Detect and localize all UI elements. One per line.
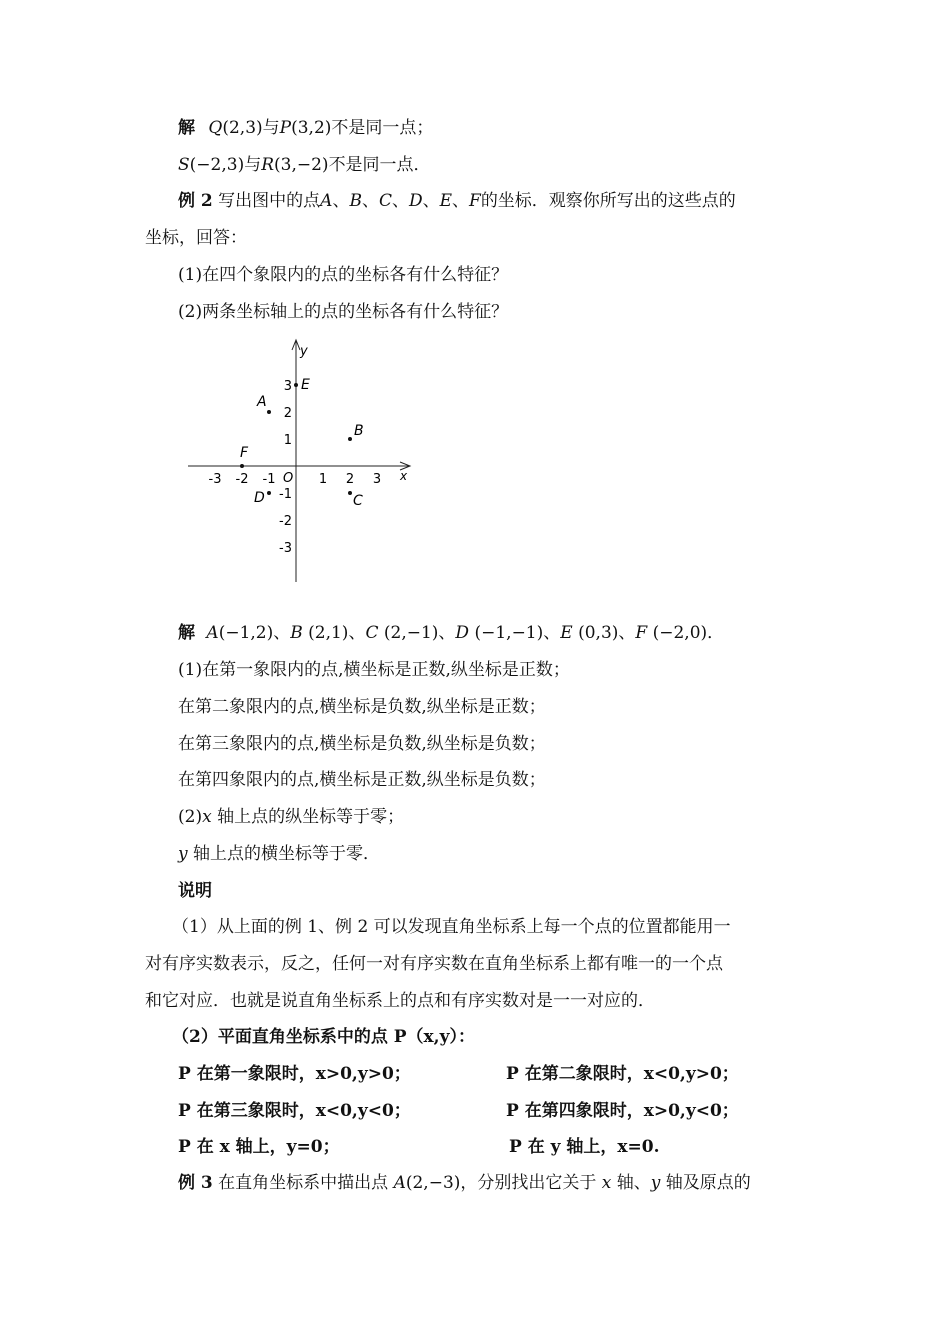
solution-label: 解 (178, 118, 195, 138)
point-d-marker (267, 491, 271, 495)
solution-2-quadrant-4: 在第四象限内的点,横坐标是正数,纵坐标是负数； (178, 770, 546, 790)
solution-2-x-axis (178, 806, 404, 828)
x-tick-label: -3 (208, 472, 222, 487)
point-d-coord: (−1,−1) (469, 623, 544, 643)
point-e-name: E (560, 623, 573, 643)
point-p-name: P (279, 118, 292, 138)
point-b-name: B (290, 623, 303, 643)
point-e-coord: (0,3) (572, 623, 619, 643)
solution-2-line (178, 622, 724, 644)
solution-2-quadrant-3: 在第三象限内的点,横坐标是负数,纵坐标是负数； (178, 734, 546, 754)
plotted-points (240, 377, 364, 509)
period: ． (707, 623, 725, 643)
point-f-marker (240, 464, 244, 468)
note-title: 说明 (178, 881, 212, 901)
y-tick-labels (279, 379, 292, 556)
x-tick-label: -2 (235, 472, 249, 487)
x-tick-label: 2 (345, 472, 355, 487)
separator: 、 (273, 623, 291, 643)
rule-y-axis: P 在 y 轴上，x=0. (509, 1137, 660, 1157)
point-e-label: E (301, 377, 310, 393)
point-q-name: Q (208, 118, 223, 138)
y-tick-label: -3 (279, 541, 292, 556)
point-c-label: C (353, 493, 363, 509)
separator: 、 (422, 191, 440, 211)
coordinate-graph (180, 336, 420, 586)
conclusion-text: 不是同一点． (328, 155, 431, 175)
note-paragraph-1-line-1: （1）从上面的例 1、例 2 可以发现直角坐标系上每一个点的位置都能用一 (172, 917, 731, 937)
separator: 、 (438, 623, 456, 643)
solution-1-line-1 (178, 117, 433, 139)
separator: 、 (332, 191, 350, 211)
point-p-coord: (3,2) (291, 118, 332, 138)
point-b-name: B (349, 191, 362, 211)
example-3-text-3: 轴、 (611, 1173, 651, 1193)
point-f-coord: (−2,0) (647, 623, 708, 643)
point-d-name: D (455, 623, 470, 643)
point-c-name: C (378, 191, 392, 211)
solution-1-line-2 (178, 154, 431, 176)
example-2-text-2: 的坐标．观察你所写出的这些点的 (480, 191, 736, 211)
y-tick-label: 3 (283, 379, 292, 394)
y-tick-label: 1 (283, 433, 292, 448)
point-s-coord: (−2,3) (189, 155, 245, 175)
example-2-line (178, 190, 736, 212)
item-number: (2) (178, 807, 203, 827)
point-f-name: F (635, 623, 648, 643)
y-tick-label: -2 (279, 514, 292, 529)
rule-quadrant-4: P 在第四象限时，x>0,y<0； (506, 1101, 739, 1121)
point-f-label: F (240, 445, 249, 461)
point-e-marker (294, 383, 298, 387)
point-q-coord: (2,3) (222, 118, 263, 138)
y-axis (292, 340, 300, 582)
solution-label: 解 (178, 623, 195, 643)
point-b-coord: (2,1) (302, 623, 349, 643)
point-a-coord: (2,−3) (405, 1173, 461, 1193)
point-a-name: A (206, 623, 219, 643)
separator: 、 (348, 623, 366, 643)
solution-2-y-axis (178, 843, 380, 865)
y-axis-statement: 轴上点的横坐标等于零． (187, 844, 381, 864)
separator: 、 (452, 191, 470, 211)
x-tick-labels (209, 472, 382, 487)
point-e-name: E (439, 191, 453, 211)
y-tick-label: -1 (279, 487, 292, 502)
solution-2-quadrant-1: (1)在第一象限内的点,横坐标是正数,纵坐标是正数； (178, 660, 570, 680)
note-paragraph-2-heading: （2）平面直角坐标系中的点 P（x,y）： (172, 1027, 475, 1047)
example-2-question-1: (1)在四个象限内的点的坐标各有什么特征？ (178, 265, 509, 285)
point-b-label: B (354, 423, 364, 439)
point-r-coord: (3,−2) (274, 155, 329, 175)
x-axis-label: x (400, 469, 408, 483)
separator: 、 (618, 623, 636, 643)
x-axis (188, 462, 410, 470)
y-variable: y (178, 844, 188, 864)
conclusion-text: 不是同一点； (331, 118, 434, 138)
x-tick-label: 1 (318, 472, 328, 487)
point-d-label: D (254, 490, 265, 506)
example-2-label: 例 2 (178, 191, 213, 211)
point-c-name: C (365, 623, 379, 643)
example-3-line (178, 1172, 751, 1194)
separator: 、 (543, 623, 561, 643)
solution-2-quadrant-2: 在第二象限内的点,横坐标是负数,纵坐标是正数； (178, 697, 546, 717)
example-2-continuation: 坐标，回答： (145, 228, 247, 248)
point-a-coord: (−1,2) (218, 623, 274, 643)
point-s-name: S (178, 155, 190, 175)
separator: 、 (361, 191, 379, 211)
point-c-marker (348, 491, 352, 495)
point-a-name: A (320, 191, 333, 211)
rule-x-axis: P 在 x 轴上，y=0； (178, 1137, 340, 1157)
point-a-marker (267, 410, 271, 414)
example-3-text-2: ，分别找出它关于 (460, 1173, 602, 1193)
example-3-text-4: 轴及原点的 (660, 1173, 751, 1193)
point-b-marker (348, 437, 352, 441)
x-tick-label: -1 (262, 472, 276, 487)
x-tick-label: 3 (372, 472, 382, 487)
example-3-label: 例 3 (178, 1173, 213, 1193)
x-variable: x (202, 807, 212, 827)
note-paragraph-1-line-2: 对有序实数表示，反之，任何一对有序实数在直角坐标系上都有唯一的一个点 (145, 954, 723, 974)
example-3-text-1: 在直角坐标系中描出点 (212, 1173, 394, 1193)
example-2-text-1: 写出图中的点 (212, 191, 321, 211)
connector-text: 与 (262, 118, 280, 138)
rule-quadrant-3: P 在第三象限时，x<0,y<0； (178, 1101, 411, 1121)
rule-quadrant-2: P 在第二象限时，x<0,y>0； (506, 1064, 739, 1084)
example-2-question-2: (2)两条坐标轴上的点的坐标各有什么特征？ (178, 302, 509, 322)
connector-text: 与 (244, 155, 262, 175)
point-r-name: R (261, 155, 275, 175)
origin-label: O (283, 471, 294, 486)
point-d-name: D (408, 191, 423, 211)
point-a-label: A (257, 394, 267, 410)
point-c-coord: (2,−1) (378, 623, 439, 643)
separator: 、 (391, 191, 409, 211)
x-variable: x (601, 1173, 612, 1193)
note-paragraph-1-line-3: 和它对应．也就是说直角坐标系上的点和有序实数对是一一对应的． (145, 991, 655, 1011)
y-axis-label: y (300, 344, 308, 359)
y-variable: y (650, 1173, 661, 1193)
y-tick-label: 2 (283, 406, 292, 421)
point-a-name: A (393, 1173, 406, 1193)
point-f-name: F (469, 191, 481, 211)
x-axis-statement: 轴上点的纵坐标等于零； (211, 807, 405, 827)
rule-quadrant-1: P 在第一象限时，x>0,y>0； (178, 1064, 411, 1084)
